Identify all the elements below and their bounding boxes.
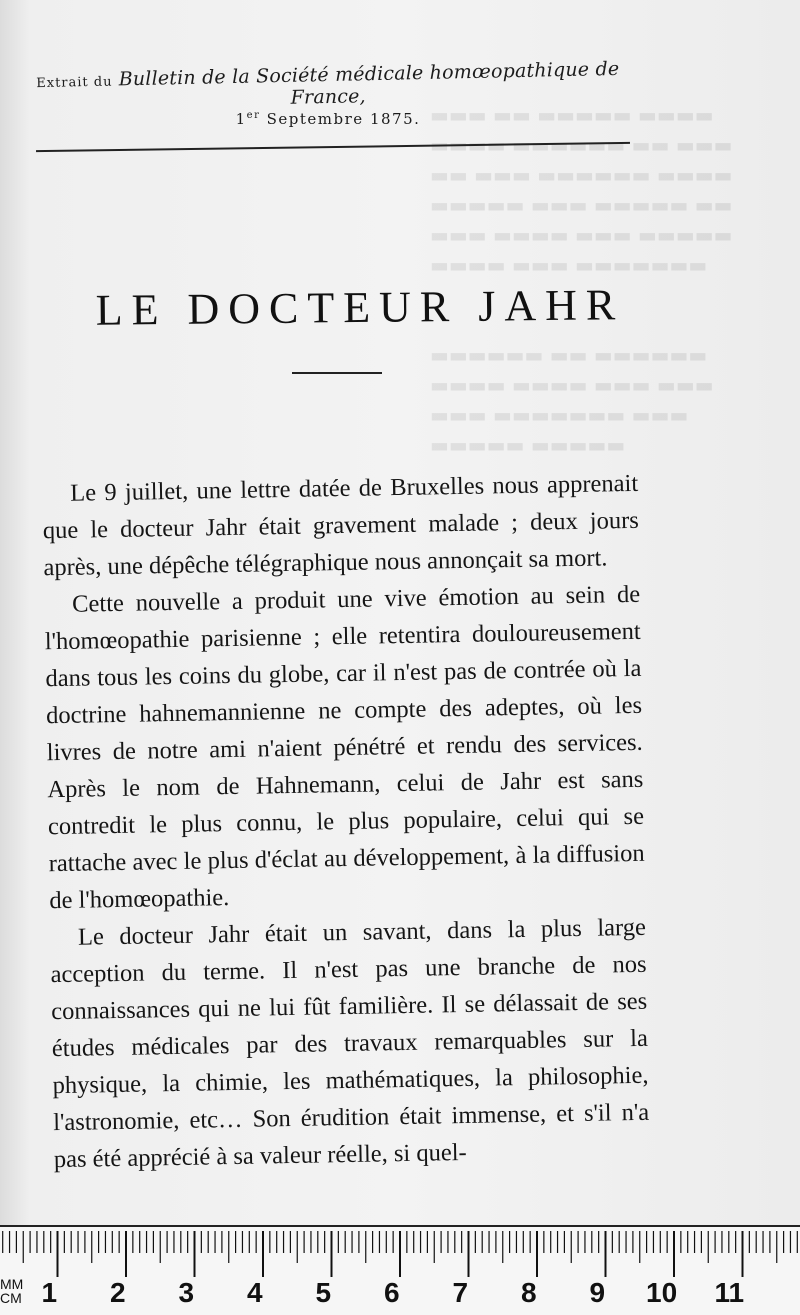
- ruler-number: 1: [41, 1277, 58, 1308]
- ruler-number: 4: [247, 1277, 263, 1308]
- ruler-number: 9: [589, 1277, 606, 1308]
- measuring-ruler: [0, 1225, 800, 1315]
- ruler-number: 8: [521, 1277, 537, 1308]
- publication-date: [28, 110, 628, 128]
- ruler-number: 7: [452, 1277, 469, 1308]
- ruler-number: 2: [110, 1277, 126, 1308]
- paragraph: Cette nouvelle a produit une vive émotion au sein de l'homœopathie parisienne ; elle retentira douloureusement dans tous les coins du globe, car il n'est pas de contrée où la doctrine hahnemannienne ne compte des adeptes, où les livres de notre ami n'aient pénétré et rendu des services. Après le nom de Hahnemann, celui de Jahr est sans contredit le plus connu, le plus populaire, celui qui se rattache avec le plus d'éclat au développement, à la diffusion de l'homœopathie.: [44, 580, 645, 915]
- date-month-year: Septembre 1875.: [266, 110, 421, 128]
- page-title: LE DOCTEUR JAHR: [95, 280, 625, 335]
- journal-citation: [28, 58, 629, 115]
- title-rule: [292, 372, 382, 374]
- ruler-number: 10: [646, 1277, 678, 1308]
- header-rule: [36, 142, 630, 152]
- paragraph: Le 9 juillet, une lettre datée de Bruxelles nous apprenait que le docteur Jahr était gravement malade ; deux jours après, une dépêche télégraphique nous annonçait sa mort.: [42, 469, 640, 582]
- article-body: [42, 465, 650, 1178]
- extrait-label: Extrait du: [36, 74, 113, 92]
- journal-header: [28, 57, 628, 128]
- paragraph: Le docteur Jahr était un savant, dans la plus large acception du terme. Il n'est pas une branche de nos connaissances qui ne lui fût familière. Il se délassait de ses études médicales par des travaux remarquables sur la physique, la chimie, les mathématiques, la philosophie, l'astronomie, etc… Son érudition était immense, et s'il n'a pas été apprécié à sa valeur réelle, si quel-: [50, 913, 650, 1174]
- bulletin-title: Bulletin de la Société médicale homœopathique de France,: [118, 57, 620, 109]
- ruler-number: 5: [315, 1277, 332, 1308]
- ruler-number: 3: [178, 1277, 195, 1308]
- ruler-unit-label: [0, 1277, 23, 1305]
- unit-mm: MM: [0, 1276, 24, 1292]
- ruler-number: 11: [714, 1277, 745, 1308]
- ruler-number: 6: [384, 1277, 400, 1308]
- unit-cm: CM: [0, 1290, 22, 1306]
- date-day: 1: [235, 110, 247, 128]
- show-through-text: ▬▬▬ ▬▬ ▬▬▬▬▬ ▬▬▬▬ ▬▬▬▬ ▬▬▬▬▬▬ ▬▬ ▬▬▬ ▬▬ ▬▬▬ ▬▬▬▬▬▬ ▬▬▬▬ ▬▬▬▬▬ ▬▬▬ ▬▬▬▬▬ ▬▬ ▬▬▬ ▬▬▬▬ ▬▬▬ ▬▬▬▬▬ ▬▬▬▬ ▬▬▬ ▬▬▬▬▬▬▬ ▬▬▬▬▬▬ ▬▬ ▬▬▬▬▬▬ ▬▬▬▬ ▬▬▬▬ ▬▬▬ ▬▬▬ ▬▬▬ ▬▬▬▬▬▬▬ ▬▬▬ ▬▬▬▬▬ ▬▬▬▬▬: [430, 103, 733, 457]
- date-ordinal: er: [246, 110, 261, 121]
